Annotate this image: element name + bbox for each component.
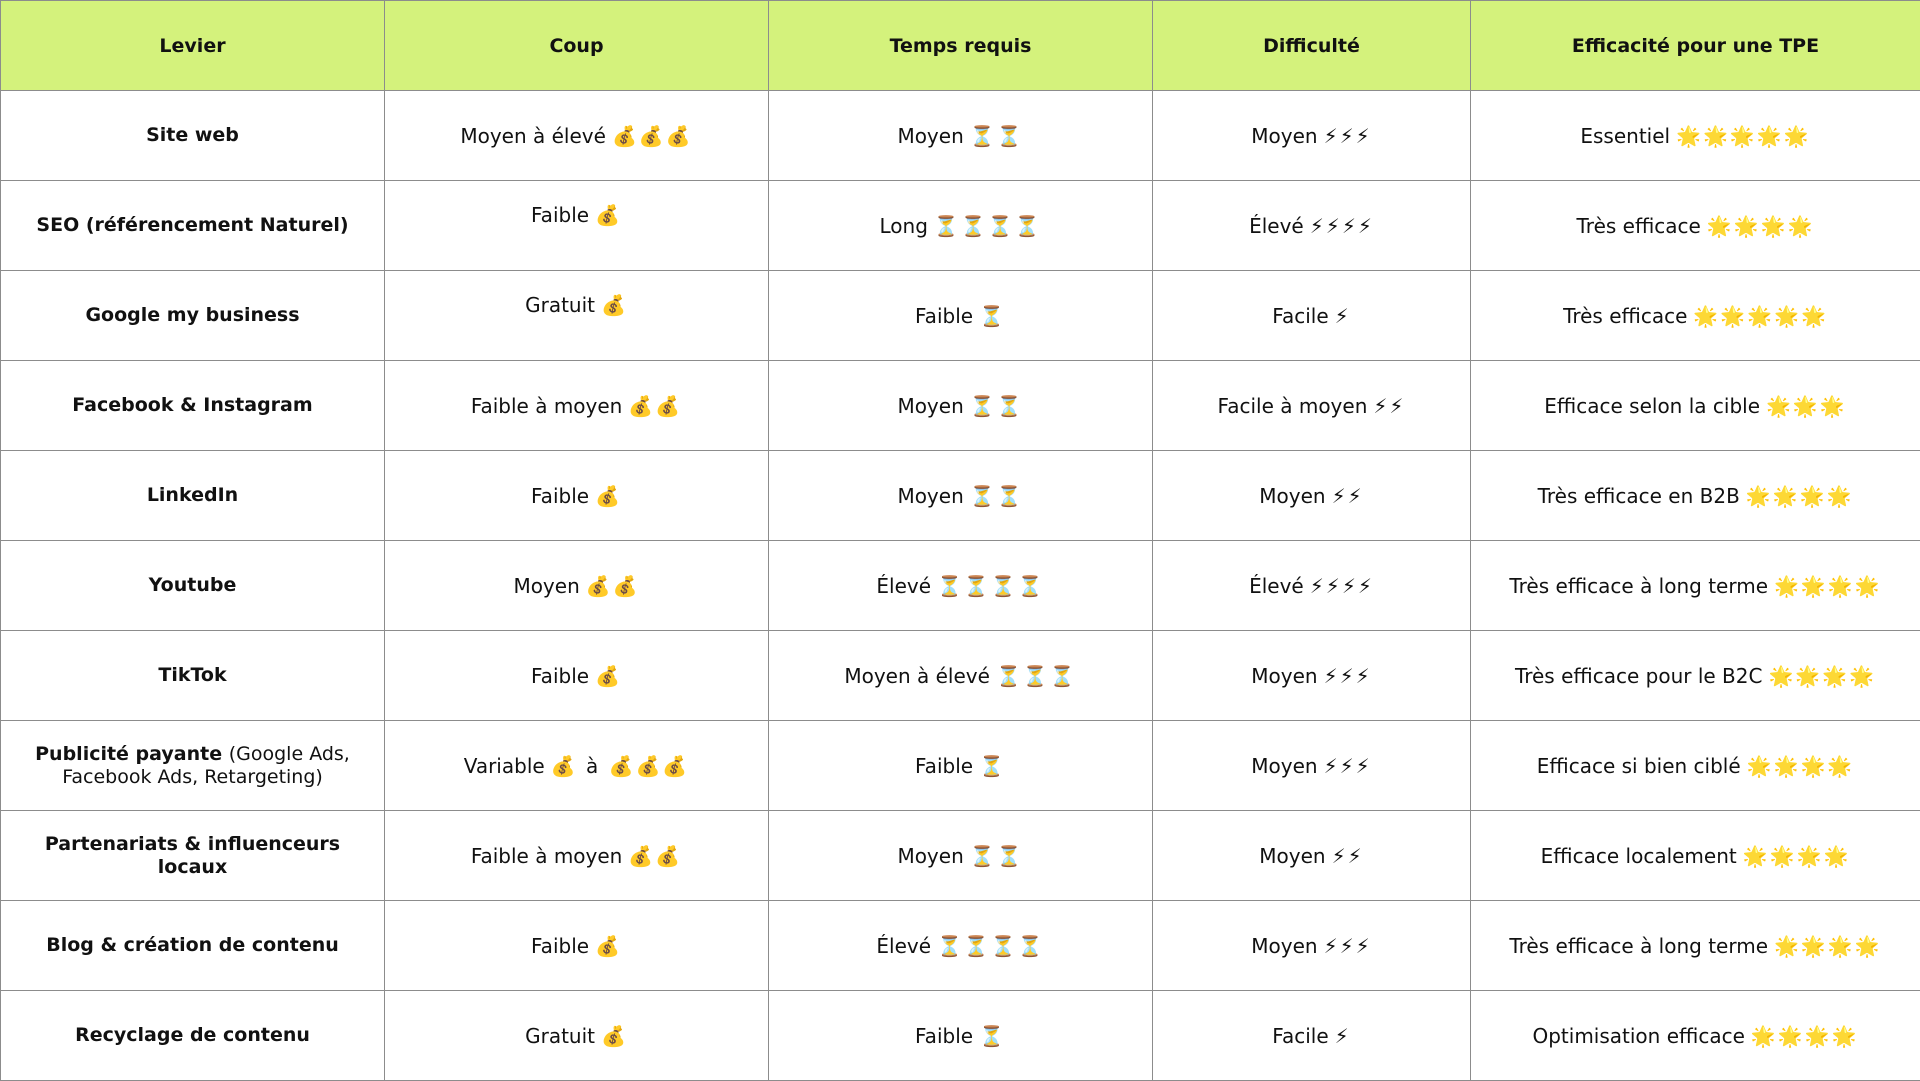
- time-cell-label: Moyen: [897, 844, 963, 868]
- cost-cell-label: Variable: [464, 754, 545, 778]
- time-cell: [769, 631, 1153, 721]
- table-row: [1, 541, 1920, 631]
- lever-name: Facebook & Instagram: [72, 394, 312, 416]
- difficulty-cell: [1153, 91, 1471, 181]
- efficacy-cell: [1471, 631, 1920, 721]
- difficulty-cell-label: Moyen: [1251, 124, 1317, 148]
- efficacy-cell-label: Très efficace à long terme: [1509, 574, 1768, 598]
- hourglass-icon: ⏳⏳: [970, 394, 1024, 418]
- efficacy-cell-label: Efficace si bien ciblé: [1537, 754, 1741, 778]
- difficulty-cell: [1153, 901, 1471, 991]
- money-bag-icon: 💰💰: [628, 844, 682, 868]
- efficacy-cell-label: Essentiel: [1580, 124, 1670, 148]
- difficulty-cell-label: Élevé: [1249, 214, 1304, 238]
- time-cell: [769, 91, 1153, 181]
- difficulty-cell: [1153, 361, 1471, 451]
- hourglass-icon: ⏳⏳: [970, 844, 1024, 868]
- lightning-icon: ⚡⚡: [1332, 844, 1364, 868]
- lever-name: Site web: [146, 124, 239, 146]
- time-cell: [769, 361, 1153, 451]
- time-cell-label: Faible: [915, 304, 973, 328]
- efficacy-cell: [1471, 91, 1920, 181]
- money-bag-icon: 💰💰💰: [612, 124, 693, 148]
- header-time: Temps requis: [769, 1, 1153, 91]
- table-row: [1, 811, 1920, 901]
- cost-cell: [385, 361, 769, 451]
- lever-name: Youtube: [149, 574, 237, 596]
- lever-cell: [1, 901, 385, 991]
- time-cell: [769, 721, 1153, 811]
- cost-cell: [385, 991, 769, 1081]
- table-body: [1, 91, 1920, 1081]
- lever-name: Recyclage de contenu: [75, 1024, 310, 1046]
- table-row: [1, 631, 1920, 721]
- cost-cell: [385, 271, 769, 361]
- efficacy-cell-label: Très efficace à long terme: [1509, 934, 1768, 958]
- hourglass-icon: ⏳⏳: [970, 484, 1024, 508]
- time-cell: [769, 811, 1153, 901]
- money-bag-icon: 💰💰: [628, 394, 682, 418]
- cost-cell: [385, 451, 769, 541]
- lightning-icon: ⚡⚡⚡: [1324, 934, 1372, 958]
- time-cell-label: Moyen: [897, 484, 963, 508]
- lever-name: LinkedIn: [147, 484, 238, 506]
- cost-cell-label: Faible: [531, 934, 589, 958]
- time-cell: [769, 901, 1153, 991]
- money-bag-icon: 💰: [595, 484, 622, 508]
- lightning-icon: ⚡⚡⚡: [1324, 754, 1372, 778]
- time-cell: [769, 451, 1153, 541]
- money-bag-icon: 💰💰: [586, 574, 640, 598]
- lever-name: Publicité payante: [35, 743, 222, 765]
- difficulty-cell: [1153, 271, 1471, 361]
- star-icon: 🌟🌟🌟🌟: [1743, 844, 1851, 868]
- hourglass-icon: ⏳: [979, 1024, 1006, 1048]
- cost-cell-label: Faible à moyen: [471, 394, 623, 418]
- hourglass-icon: ⏳⏳⏳⏳: [934, 214, 1042, 238]
- efficacy-cell: [1471, 901, 1920, 991]
- lever-cell: [1, 271, 385, 361]
- star-icon: 🌟🌟🌟🌟: [1747, 754, 1855, 778]
- star-icon: 🌟🌟🌟🌟🌟: [1676, 124, 1811, 148]
- star-icon: 🌟🌟🌟🌟: [1774, 574, 1882, 598]
- star-icon: 🌟🌟🌟🌟🌟: [1693, 304, 1828, 328]
- cost-cell: [385, 811, 769, 901]
- difficulty-cell-label: Facile: [1272, 304, 1328, 328]
- lever-cell: [1, 721, 385, 811]
- time-cell: [769, 541, 1153, 631]
- efficacy-cell: [1471, 991, 1920, 1081]
- efficacy-cell: [1471, 541, 1920, 631]
- lightning-icon: ⚡⚡: [1373, 394, 1405, 418]
- difficulty-cell-label: Moyen: [1259, 844, 1325, 868]
- lightning-icon: ⚡: [1335, 304, 1351, 328]
- cost-cell-label: Moyen à élevé: [460, 124, 606, 148]
- lever-cell: [1, 91, 385, 181]
- time-cell: [769, 271, 1153, 361]
- lightning-icon: ⚡⚡⚡: [1324, 664, 1372, 688]
- efficacy-cell-label: Très efficace: [1563, 304, 1687, 328]
- lever-name: SEO (référencement Naturel): [36, 214, 348, 236]
- difficulty-cell: [1153, 631, 1471, 721]
- lightning-icon: ⚡⚡⚡⚡: [1310, 214, 1374, 238]
- header-difficulty: Difficulté: [1153, 1, 1471, 91]
- difficulty-cell-label: Facile à moyen: [1218, 394, 1368, 418]
- efficacy-cell: [1471, 721, 1920, 811]
- hourglass-icon: ⏳: [979, 754, 1006, 778]
- lever-name: Google my business: [85, 304, 299, 326]
- time-cell-label: Élevé: [876, 934, 931, 958]
- efficacy-cell-label: Très efficace en B2B: [1538, 484, 1740, 508]
- time-cell-label: Long: [879, 214, 927, 238]
- header-lever: Levier: [1, 1, 385, 91]
- lever-detail: (Google Ads, Facebook Ads, Retargeting): [62, 743, 350, 788]
- difficulty-cell: [1153, 721, 1471, 811]
- star-icon: 🌟🌟🌟🌟: [1751, 1024, 1859, 1048]
- lever-cell: [1, 541, 385, 631]
- lever-cell: [1, 631, 385, 721]
- star-icon: 🌟🌟🌟🌟: [1774, 934, 1882, 958]
- time-cell-label: Moyen: [897, 124, 963, 148]
- table-row: [1, 991, 1920, 1081]
- table-row: [1, 271, 1920, 361]
- cost-cell: [385, 181, 769, 271]
- star-icon: 🌟🌟🌟🌟: [1746, 484, 1854, 508]
- difficulty-cell: [1153, 811, 1471, 901]
- money-bag-icon: 💰: [595, 203, 622, 227]
- time-cell-label: Moyen: [897, 394, 963, 418]
- table-row: [1, 91, 1920, 181]
- difficulty-cell-label: Moyen: [1251, 664, 1317, 688]
- star-icon: 🌟🌟🌟: [1766, 394, 1847, 418]
- lever-name: Blog & création de contenu: [46, 934, 339, 956]
- cost-cell: [385, 631, 769, 721]
- money-bag-icon: 💰: [601, 1024, 628, 1048]
- hourglass-icon: ⏳⏳⏳: [996, 664, 1077, 688]
- time-cell-label: Faible: [915, 1024, 973, 1048]
- difficulty-cell: [1153, 541, 1471, 631]
- lever-name: TikTok: [158, 664, 226, 686]
- difficulty-cell-label: Élevé: [1249, 574, 1304, 598]
- cost-cell-label: Moyen: [513, 574, 579, 598]
- difficulty-cell-label: Moyen: [1251, 934, 1317, 958]
- lever-cell: [1, 991, 385, 1081]
- money-bag-icon: 💰: [595, 664, 622, 688]
- lightning-icon: ⚡⚡: [1332, 484, 1364, 508]
- table-row: [1, 901, 1920, 991]
- hourglass-icon: ⏳⏳⏳⏳: [937, 574, 1045, 598]
- star-icon: 🌟🌟🌟🌟: [1768, 664, 1876, 688]
- efficacy-cell-label: Optimisation efficace: [1532, 1024, 1744, 1048]
- hourglass-icon: ⏳: [979, 304, 1006, 328]
- money-bag-icon: 💰: [595, 934, 622, 958]
- table-row: [1, 361, 1920, 451]
- efficacy-cell: [1471, 811, 1920, 901]
- efficacy-cell-label: Efficace localement: [1541, 844, 1737, 868]
- cost-cell-label: Faible: [531, 203, 589, 227]
- lever-cell: [1, 811, 385, 901]
- lightning-icon: ⚡⚡⚡: [1324, 124, 1372, 148]
- cost-cell-label: Gratuit: [525, 293, 595, 317]
- lightning-icon: ⚡⚡⚡⚡: [1310, 574, 1374, 598]
- cost-cell-label: Faible: [531, 664, 589, 688]
- star-icon: 🌟🌟🌟🌟: [1707, 214, 1815, 238]
- table-row: [1, 721, 1920, 811]
- time-cell-label: Moyen à élevé: [844, 664, 990, 688]
- efficacy-cell: [1471, 361, 1920, 451]
- lever-name: Partenariats & influenceurs locaux: [45, 833, 340, 878]
- cost-cell: [385, 721, 769, 811]
- money-bag-icon: 💰: [601, 293, 628, 317]
- time-cell-label: Faible: [915, 754, 973, 778]
- money-bag-icon: 💰 à 💰💰💰: [551, 754, 690, 778]
- hourglass-icon: ⏳⏳: [970, 124, 1024, 148]
- efficacy-cell-label: Très efficace: [1577, 214, 1701, 238]
- lever-cell: [1, 181, 385, 271]
- difficulty-cell-label: Moyen: [1259, 484, 1325, 508]
- cost-cell-label: Gratuit: [525, 1024, 595, 1048]
- difficulty-cell: [1153, 181, 1471, 271]
- lightning-icon: ⚡: [1335, 1024, 1351, 1048]
- cost-cell: [385, 91, 769, 181]
- difficulty-cell-label: Facile: [1272, 1024, 1328, 1048]
- time-cell: [769, 991, 1153, 1081]
- header-row: [1, 1, 1920, 91]
- difficulty-cell-label: Moyen: [1251, 754, 1317, 778]
- difficulty-cell: [1153, 991, 1471, 1081]
- table-row: [1, 451, 1920, 541]
- efficacy-cell: [1471, 181, 1920, 271]
- efficacy-cell-label: Efficace selon la cible: [1544, 394, 1760, 418]
- table-row: [1, 181, 1920, 271]
- lever-cell: [1, 361, 385, 451]
- efficacy-cell-label: Très efficace pour le B2C: [1515, 664, 1763, 688]
- cost-cell: [385, 901, 769, 991]
- time-cell-label: Élevé: [876, 574, 931, 598]
- hourglass-icon: ⏳⏳⏳⏳: [937, 934, 1045, 958]
- time-cell: [769, 181, 1153, 271]
- cost-cell: [385, 541, 769, 631]
- cost-cell-label: Faible: [531, 484, 589, 508]
- difficulty-cell: [1153, 451, 1471, 541]
- header-efficacy: Efficacité pour une TPE: [1471, 1, 1920, 91]
- efficacy-cell: [1471, 451, 1920, 541]
- cost-cell-label: Faible à moyen: [471, 844, 623, 868]
- lever-cell: [1, 451, 385, 541]
- efficacy-cell: [1471, 271, 1920, 361]
- header-cost: Coup: [385, 1, 769, 91]
